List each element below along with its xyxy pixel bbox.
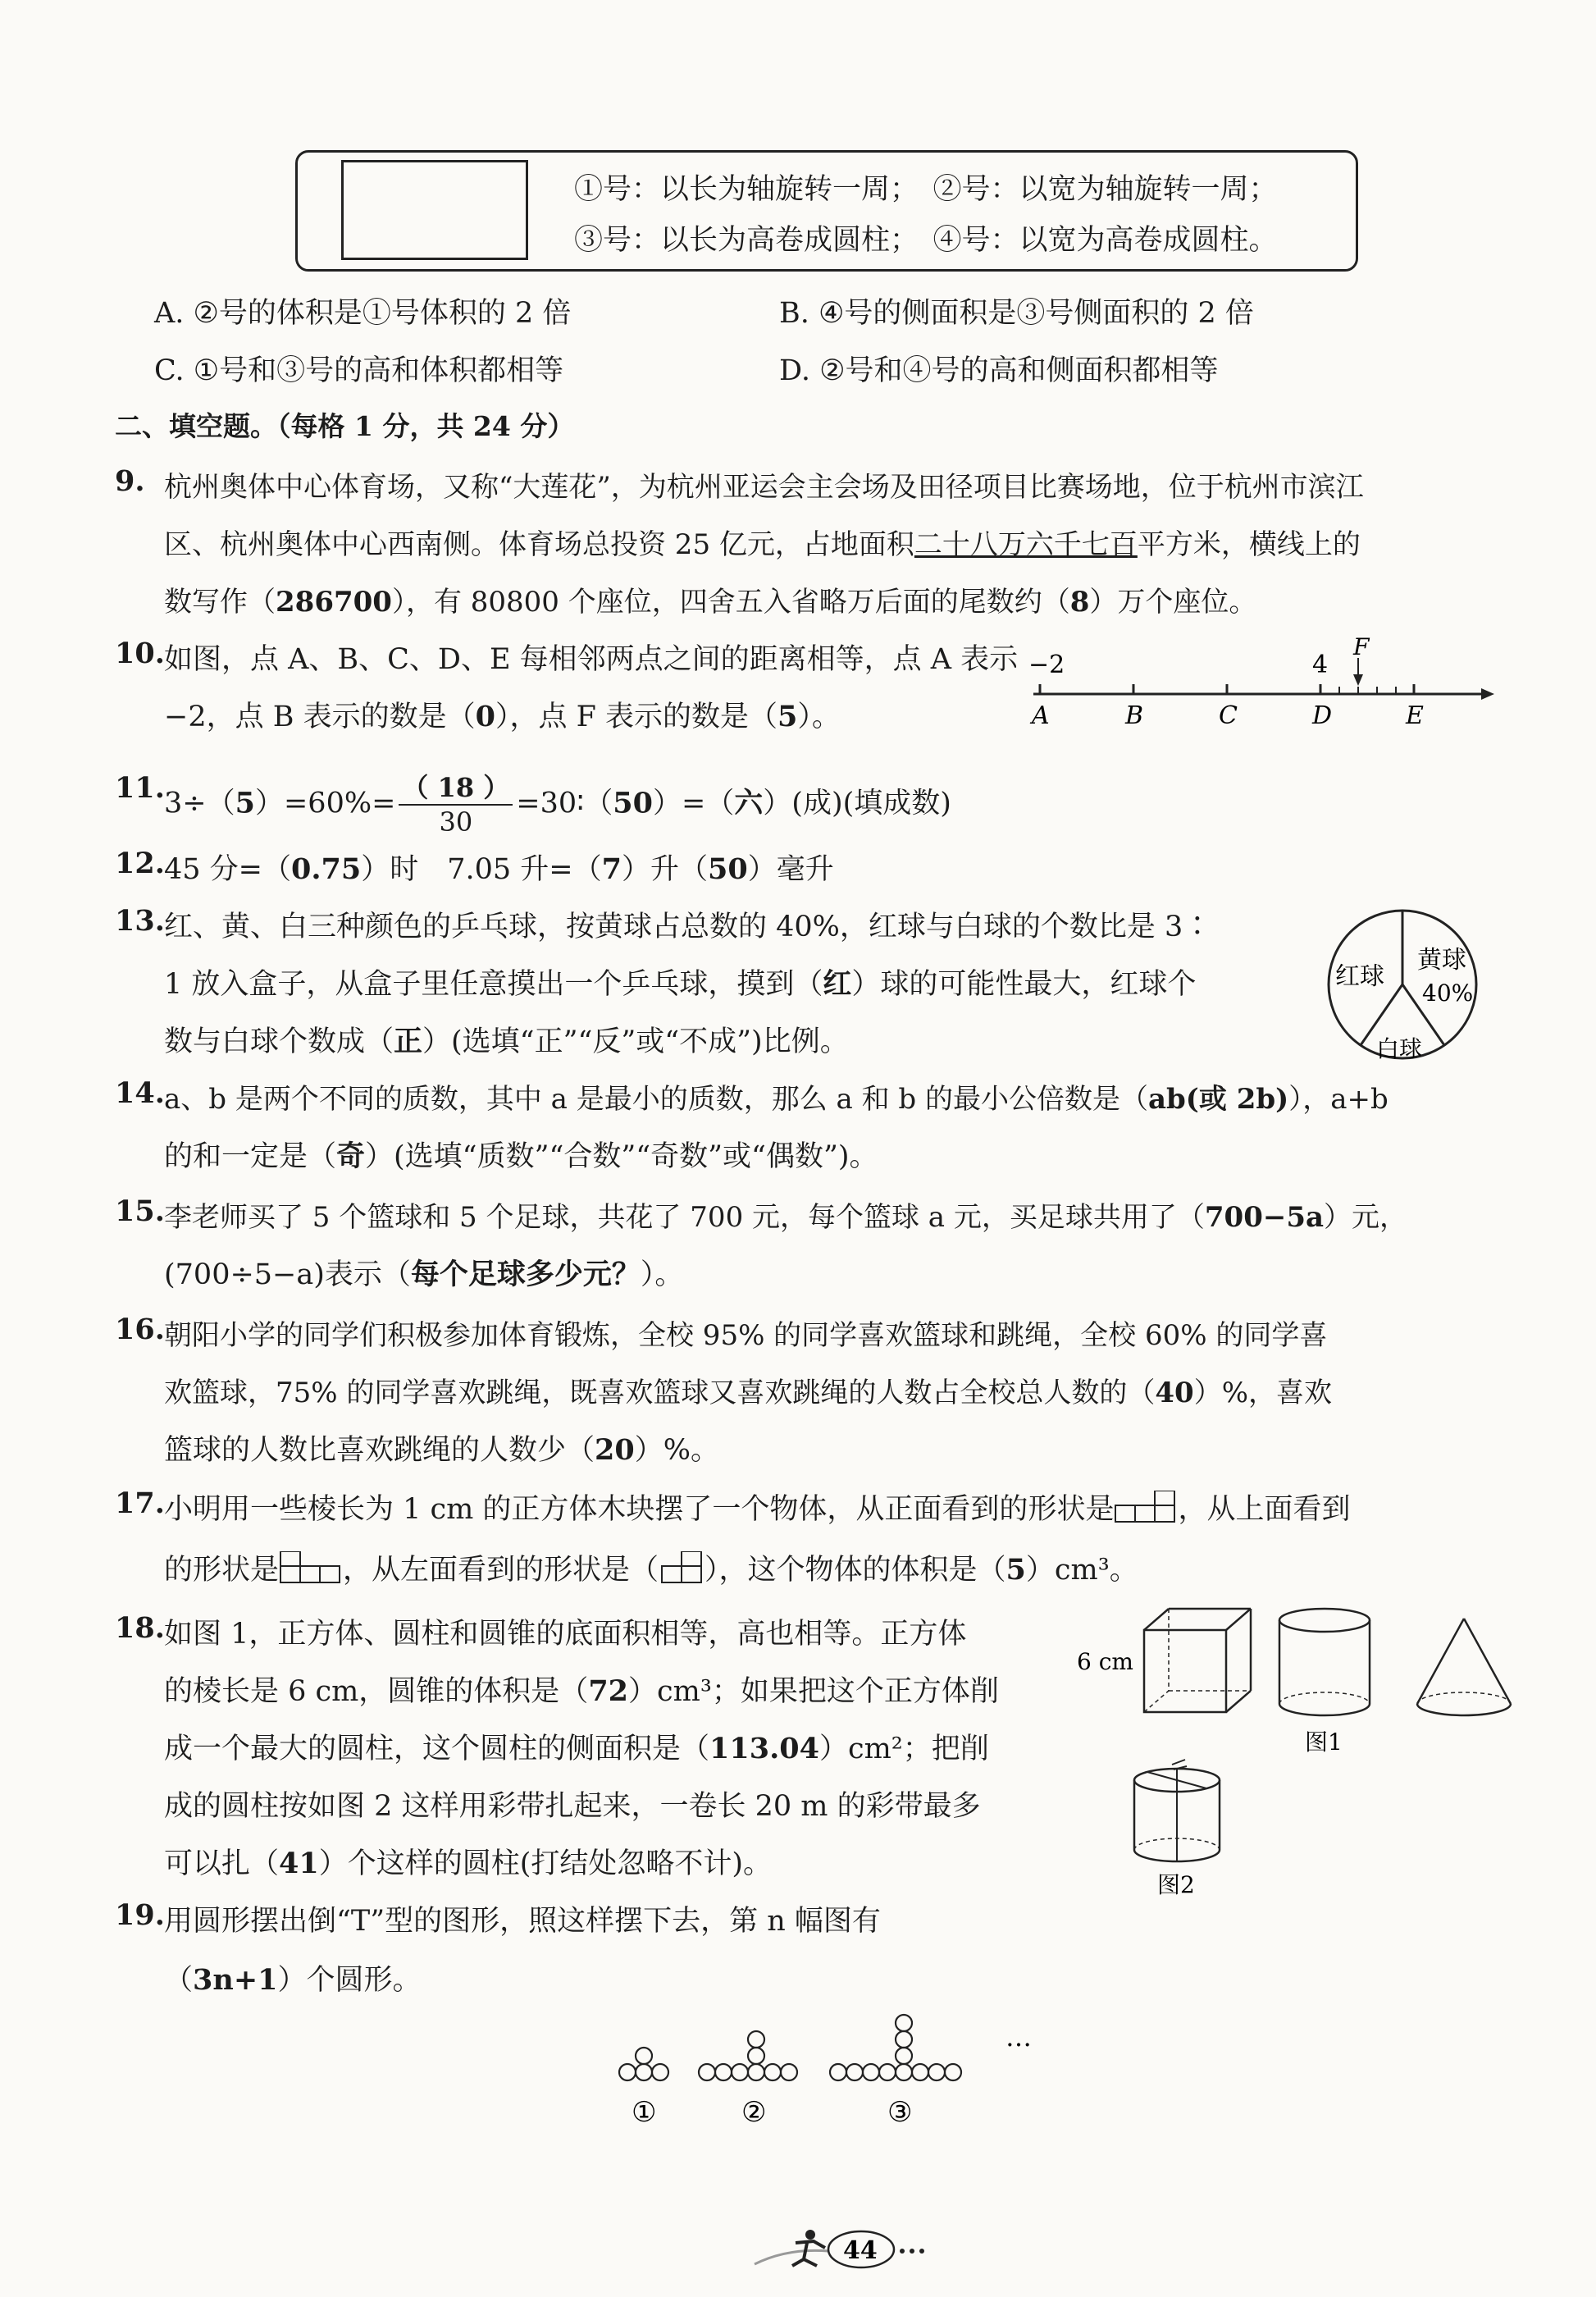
q19-answer-1: 3n+1	[193, 1963, 278, 1997]
q10-number: 10.	[115, 637, 165, 670]
point-b: B	[1125, 701, 1144, 730]
label-minus-2: −2	[1028, 651, 1065, 679]
q9-line-1: 杭州奥体中心体育场，又称“大莲花”，为杭州亚运会主会场及田径项目比赛场地，位于杭州市滨江	[164, 471, 1364, 504]
circle-pattern-figure	[607, 2010, 1066, 2141]
q13-answer-2: 正	[394, 1025, 423, 1058]
q14-number: 14.	[115, 1076, 165, 1110]
q13-line-2: 1 放入盒子，从盒子里任意摸出一个乒乓球，摸到（红）球的可能性最大，红球个	[164, 967, 1197, 1001]
q15-line-1: 李老师买了 5 个篮球和 5 个足球，共花了 700 元，每个篮球 a 元，买足球共用了（700−5a）元，	[164, 1201, 1408, 1234]
q11-number: 11.	[115, 771, 165, 805]
q11-fraction	[399, 771, 513, 838]
figure-1-label: 图1	[1305, 1728, 1343, 1756]
q12-number: 12.	[115, 847, 165, 880]
option-a: A. ②号的体积是①号体积的 2 倍	[154, 297, 572, 330]
q9-underlined-number: 二十八万六千七百	[914, 528, 1138, 561]
q18-answer-1: 72	[588, 1674, 629, 1708]
q9-number: 9.	[115, 464, 145, 498]
q18-line-4: 成的圆柱按如图 2 这样用彩带扎起来，一卷长 20 m 的彩带最多	[164, 1790, 981, 1823]
top-view-icon	[279, 1551, 343, 1584]
q12-answer-2: 7	[601, 852, 622, 886]
q17-answer-1: 5	[1005, 1553, 1026, 1587]
option-b: B. ④号的侧面积是③号侧面积的 2 倍	[779, 297, 1254, 330]
point-e: E	[1406, 701, 1424, 730]
q16-line-3: 篮球的人数比喜欢跳绳的人数少（20）%。	[164, 1433, 719, 1467]
label-f: F	[1353, 633, 1370, 660]
q11-frac-denominator: 30	[439, 806, 473, 838]
q13-line-3: 数与白球个数成（正）(选填“正”“反”或“不成”)比例。	[164, 1025, 849, 1058]
q18-line-2: 的棱长是 6 cm，圆锥的体积是（72）cm³；如果把这个正方体削	[164, 1674, 999, 1708]
q11-line: 3÷（5）=60%= $\frac{( 18 )}{30}$ =30∶（50）=（六）(成)(填成数)	[164, 772, 951, 838]
option-c: C. ①号和③号的高和体积都相等	[154, 354, 564, 387]
section-heading: 二、填空题。（每格 1 分，共 24 分）	[115, 410, 575, 442]
q11-frac-numerator: （ 18 ）	[399, 771, 513, 806]
cube-edge-label: 6 cm	[1077, 1648, 1133, 1675]
q15-number: 15.	[115, 1194, 165, 1228]
point-c: C	[1219, 701, 1238, 730]
q16-answer-2: 20	[595, 1433, 635, 1467]
q18-line-3: 成一个最大的圆柱，这个圆柱的侧面积是（113.04）cm²；把削	[164, 1732, 989, 1765]
q13-number: 13.	[115, 904, 165, 938]
q16-line-1: 朝阳小学的同学们积极参加体育锻炼，全校 95% 的同学喜欢篮球和跳绳，全校 60% 的同学喜	[164, 1319, 1328, 1352]
q16-number: 16.	[115, 1313, 165, 1346]
q18-answer-3: 41	[279, 1847, 319, 1880]
q17-line-2: 的形状是 ，从左面看到的形状是（ ），这个物体的体积是（5）cm³。	[164, 1553, 1138, 1587]
box-row-2: ③号：以长为高卷成圆柱； ④号：以宽为高卷成圆柱。	[574, 224, 1278, 257]
runner-icon	[792, 2230, 825, 2266]
pattern-label-3: ③	[887, 2096, 913, 2129]
figure-2-label: 图2	[1157, 1871, 1195, 1898]
q19-line-1: 用圆形摆出倒“T”型的图形，照这样摆下去，第 n 幅图有	[164, 1905, 881, 1938]
q10-answer-1: 0	[475, 700, 495, 733]
pattern-label-2: ②	[741, 2096, 767, 2129]
q19-number: 19.	[115, 1898, 165, 1932]
q11-answer-3: 50	[613, 786, 653, 820]
page-footer	[738, 2223, 951, 2281]
q15-line-2: (700÷5−a)表示（每个足球多少元？）。	[164, 1258, 684, 1291]
q9-line-3: 数写作（286700），有 80800 个座位，四舍五入省略万后面的尾数约（8）万个座位。	[164, 586, 1257, 619]
q15-answer-2: 每个足球多少元？	[410, 1258, 641, 1291]
q18-line-1: 如图 1，正方体、圆柱和圆锥的底面积相等，高也相等。正方体	[164, 1618, 967, 1651]
q19-line-2: （3n+1）个圆形。	[164, 1963, 422, 1997]
q9-line-2: 区、杭州奥体中心西南侧。体育场总投资 25 亿元，占地面积二十八万六千七百平方米，横线上的	[164, 528, 1361, 561]
pie-yellow-label: 黄球	[1417, 946, 1466, 975]
q13-answer-1: 红	[823, 967, 852, 1001]
q10-answer-2: 5	[777, 700, 798, 733]
q9-answer-2: 8	[1069, 586, 1090, 619]
q13-line-1: 红、黄、白三种颜色的乒乓球，按黄球占总数的 40%，红球与白球的个数比是 3∶	[164, 911, 1212, 943]
option-d: D. ②号和④号的高和侧面积都相等	[779, 354, 1219, 387]
rectangle-figure	[341, 160, 528, 260]
left-view-answer-icon	[659, 1551, 705, 1584]
q10-line-1: 如图，点 A、B、C、D、E 每相邻两点之间的距离相等，点 A 表示	[164, 643, 1019, 676]
pattern-ellipsis: …	[1005, 2021, 1032, 2053]
q12-line: 45 分=（0.75）时 7.05 升=（7）升（50）毫升	[164, 852, 834, 886]
q15-answer-1: 700−5a	[1204, 1201, 1325, 1234]
q18-answer-2: 113.04	[709, 1732, 819, 1765]
pie-yellow-percent: 40%	[1422, 980, 1474, 1007]
label-4: 4	[1312, 651, 1329, 679]
q11-answer-4: 六	[734, 786, 764, 820]
q12-answer-1: 0.75	[291, 852, 362, 886]
pattern-label-1: ①	[632, 2096, 657, 2129]
q14-line-2: 的和一定是（奇）(选填“质数”“合数”“奇数”或“偶数”)。	[164, 1139, 878, 1173]
solids-figure	[1070, 1604, 1513, 1907]
q11-answer-1: 5	[235, 786, 255, 820]
q17-number: 17.	[115, 1486, 165, 1520]
box-row-1: ①号：以长为轴旋转一周； ②号：以宽为轴旋转一周；	[574, 173, 1278, 206]
q18-number: 18.	[115, 1611, 165, 1645]
q10-line-2: −2，点 B 表示的数是（0），点 F 表示的数是（5）。	[164, 700, 841, 733]
page-number: 44	[843, 2236, 878, 2265]
q17-line-1: 小明用一些棱长为 1 cm 的正方体木块摆了一个物体，从正面看到的形状是 ，从上面看到	[164, 1486, 1350, 1528]
point-d: D	[1312, 701, 1333, 730]
pie-chart-figure	[1320, 894, 1484, 1083]
point-a: A	[1032, 701, 1050, 730]
q12-answer-3: 50	[708, 852, 748, 886]
pie-red-label: 红球	[1335, 962, 1384, 991]
q14-answer-2: 奇	[336, 1139, 366, 1173]
q9-answer-1: 286700	[276, 586, 392, 619]
number-line-figure	[1017, 632, 1509, 738]
q14-answer-1: ab(或 2b)	[1148, 1083, 1289, 1116]
pie-white-label: 白球	[1376, 1035, 1423, 1062]
q14-line-1: a、b 是两个不同的质数，其中 a 是最小的质数，那么 a 和 b 的最小公倍数是（ab(或 2b)），a+b	[164, 1083, 1389, 1116]
q16-line-2: 欢篮球，75% 的同学喜欢跳绳，既喜欢篮球又喜欢跳绳的人数占全校总人数的（40）%，喜欢	[164, 1377, 1333, 1409]
front-view-icon	[1114, 1491, 1178, 1523]
q16-answer-1: 40	[1155, 1377, 1194, 1409]
q18-line-5: 可以扎（41）个这样的圆柱(打结处忽略不计)。	[164, 1847, 773, 1880]
